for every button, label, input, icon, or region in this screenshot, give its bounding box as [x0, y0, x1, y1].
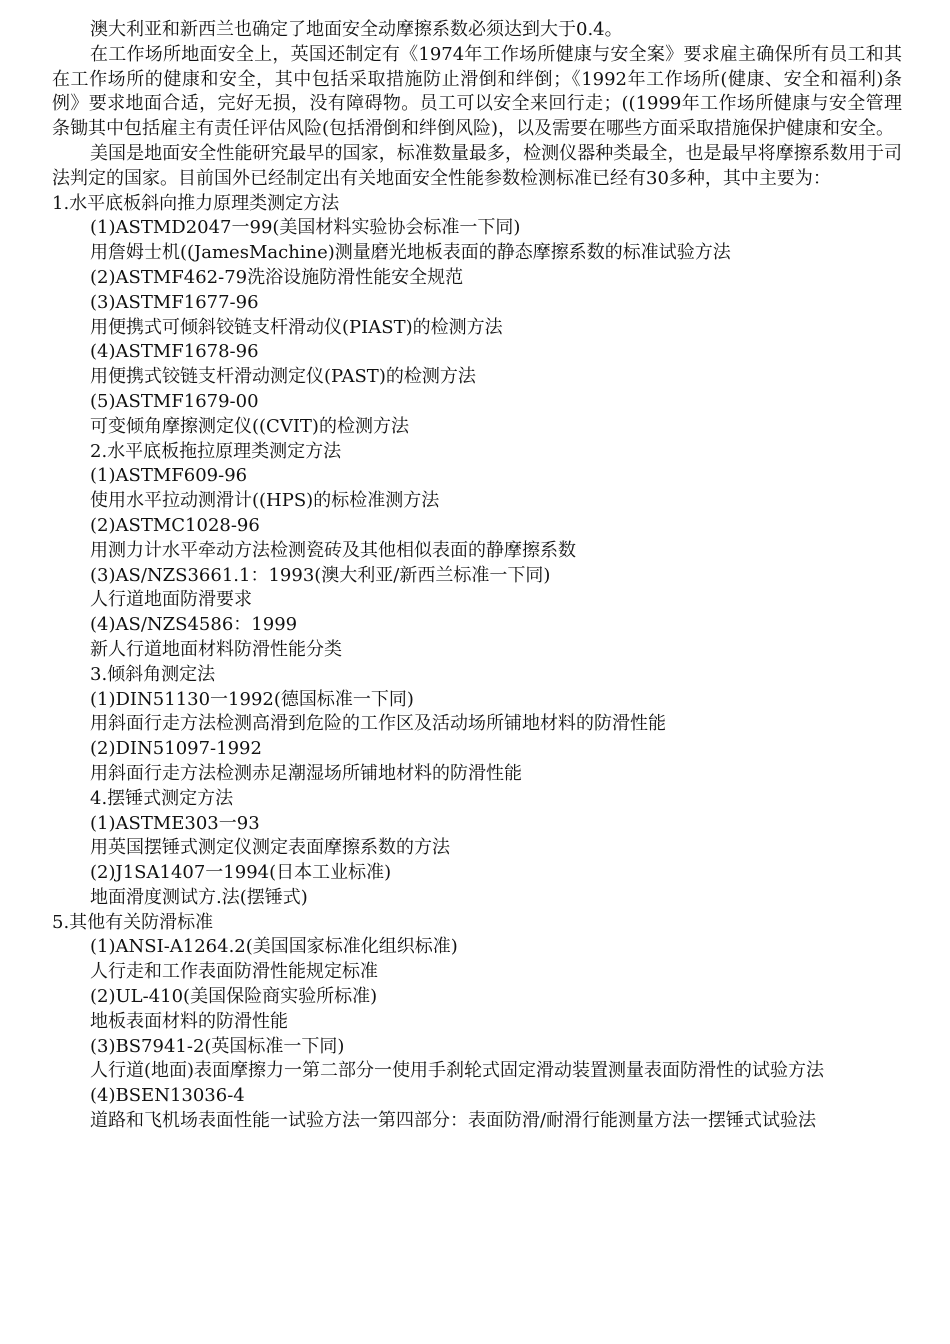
section-heading-4: 4.摆锤式测定方法 [90, 787, 234, 809]
section-heading-3: 3.倾斜角测定法 [90, 663, 216, 685]
list-item: (2)UL-410(美国保险商实验所标准) [90, 986, 378, 1008]
list-item: (2)J1SA1407一1994(日本工业标准) [90, 862, 392, 884]
list-item: (3)ASTMF1677-96 [90, 291, 259, 313]
list-item: 人行道地面防滑要求 [90, 589, 252, 611]
list-item: 用英国摆锤式测定仪测定表面摩擦系数的方法 [90, 837, 450, 859]
list-item: (5)ASTMF1679-00 [90, 390, 259, 412]
document-page [52, 18, 902, 1134]
paragraph-uk-regulations: 在工作场所地面安全上，英国还制定有《1974年工作场所健康与安全案》要求雇主确保所有员工和其在工作场所的健康和安全，其中包括采取措施防止滑倒和绊倒；《1992年工作场所(健康、安全和福利)条例》要求地面合适，完好无损，没有障碍物。员工可以安全来回行走；((1999年工作场所健康与安全管理条锄其中包括雇主有责任评估风险(包括滑倒和绊倒风险)，以及需要在哪些方面采取措施保护健康和安全。 [52, 43, 902, 140]
list-item: (1)DIN51130一1992(德国标准一下同) [90, 688, 414, 710]
paragraph-us-standards: 美国是地面安全性能研究最早的国家，标准数量最多，检测仪器种类最全，也是最早将摩擦系数用于司法判定的国家。目前国外已经制定出有关地面安全性能参数检测标准已经有30多种，其中主要为： [52, 142, 902, 189]
list-item: (4)BSEN13036-4 [90, 1085, 245, 1107]
list-item: (3)BS7941-2(英国标准一下同) [90, 1035, 345, 1057]
list-item: 地板表面材料的防滑性能 [90, 1010, 288, 1032]
list-item: (1)ASTMD2047一99(美国材料实验协会标准一下同) [90, 217, 521, 239]
section-heading-1: 1.水平底板斜向推力原理类测定方法 [52, 192, 340, 214]
list-item: (2)DIN51097-1992 [90, 738, 262, 760]
list-item: 用斜面行走方法检测赤足潮湿场所铺地材料的防滑性能 [90, 762, 522, 784]
list-item: 新人行道地面材料防滑性能分类 [90, 638, 342, 660]
list-item: 用斜面行走方法检测高滑到危险的工作区及活动场所铺地材料的防滑性能 [90, 713, 666, 735]
list-item: 用测力计水平牵动方法检测瓷砖及其他相似表面的静摩擦系数 [90, 539, 576, 561]
list-item: 地面滑度测试方.法(摆锤式) [90, 886, 308, 908]
list-item: (2)ASTMC1028-96 [90, 514, 260, 536]
list-item: 人行走和工作表面防滑性能规定标准 [90, 961, 378, 983]
list-item: (2)ASTMF462-79洗浴设施防滑性能安全规范 [90, 266, 464, 288]
list-item: (4)ASTMF1678-96 [90, 341, 259, 363]
list-item: (1)ANSI-A1264.2(美国国家标准化组织标准) [90, 936, 458, 958]
list-item: (4)AS/NZS4586：1999 [90, 614, 298, 636]
list-item: 用便携式铰链支杆滑动测定仪(PAST)的检测方法 [90, 366, 476, 388]
list-item: 使用水平拉动测滑计((HPS)的标检准测方法 [90, 490, 440, 512]
list-item: 用便携式可倾斜铰链支杆滑动仪(PIAST)的检测方法 [90, 316, 503, 338]
list-item-wrapped: 人行道(地面)表面摩擦力一第二部分一使用手刹轮式固定滑动装置测量表面防滑性的试验方法 [90, 1060, 825, 1082]
section-heading-5: 5.其他有关防滑标准 [52, 911, 214, 933]
list-item: (3)AS/NZS3661.1：1993(澳大利亚/新西兰标准一下同) [90, 564, 551, 586]
list-item-wrapped: 道路和飞机场表面性能一试验方法一第四部分：表面防滑/耐滑行能测量方法一摆锤式试验法 [90, 1110, 817, 1132]
section-heading-2: 2.水平底板拖拉原理类测定方法 [90, 440, 342, 462]
list-item: (1)ASTMF609-96 [90, 465, 248, 487]
paragraph-intro-australia: 澳大利亚和新西兰也确定了地面安全动摩擦系数必须达到大于0.4。 [90, 19, 623, 40]
list-item: 可变倾角摩擦测定仪((CVIT)的检测方法 [90, 415, 409, 437]
list-item: 用詹姆士机((JamesMachine)测量磨光地板表面的静态摩擦系数的标准试验方法 [90, 242, 731, 264]
list-item: (1)ASTME303一93 [90, 812, 260, 834]
